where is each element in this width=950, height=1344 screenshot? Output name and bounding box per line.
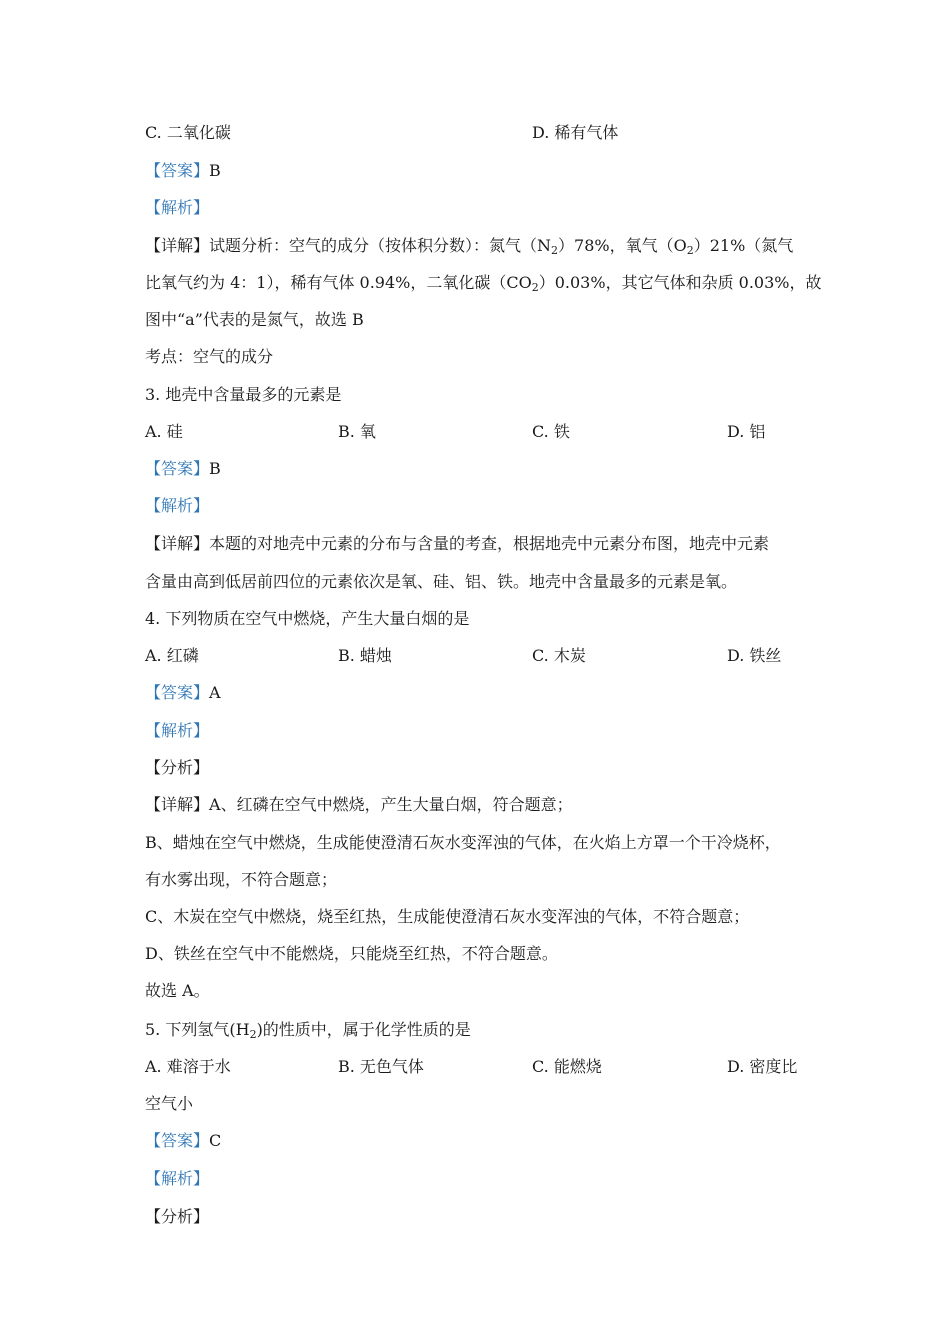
- q2-option-d: D. 稀有气体: [532, 123, 619, 142]
- q2-key-point: 考点：空气的成分: [145, 347, 274, 366]
- q5-option-d: D. 密度比: [727, 1057, 798, 1076]
- q4-option-b: B. 蜡烛: [338, 646, 392, 665]
- answer-value: B: [209, 161, 221, 180]
- q3-analysis-tag: 【解析】: [145, 496, 210, 515]
- q2-analysis-tag: 【解析】: [145, 198, 210, 217]
- q3-option-d: D. 铝: [727, 422, 766, 441]
- q5-fenxi-tag: 【分析】: [145, 1207, 210, 1226]
- q4-option-d: D. 铁丝: [727, 646, 782, 665]
- q3-stem: 3. 地壳中含量最多的元素是: [145, 385, 342, 404]
- q5-analysis-tag: 【解析】: [145, 1169, 210, 1188]
- subscript: 2: [249, 1028, 257, 1041]
- q5-option-a: A. 难溶于水: [145, 1057, 231, 1076]
- q3-option-c: C. 铁: [532, 422, 570, 441]
- answer-value: C: [209, 1131, 222, 1150]
- detail-tag: 【详解】: [145, 534, 210, 553]
- q4-answer: [145, 683, 221, 703]
- detail-text: ）0.03%，其它气体和杂质 0.03%，故: [538, 273, 822, 292]
- detail-text: A、红磷在空气中燃烧，产生大量白烟，符合题意；: [209, 795, 573, 814]
- q2-detail-line-1: [145, 236, 793, 261]
- answer-value: B: [209, 459, 221, 478]
- q4-conclusion: 故选 A。: [145, 981, 210, 1000]
- detail-text: ）78%，氧气（O: [558, 236, 687, 255]
- subscript: 2: [551, 244, 559, 257]
- stem-text: 5. 下列氢气(H: [145, 1020, 250, 1039]
- q4-option-a: A. 红磷: [145, 646, 199, 665]
- q2-detail-line-3: 图中“a”代表的是氮气，故选 B: [145, 310, 364, 329]
- q3-detail-line-1: [145, 534, 769, 554]
- subscript: 2: [686, 244, 694, 257]
- q5-stem: [145, 1020, 471, 1045]
- detail-text: ）21%（氮气: [693, 236, 794, 255]
- answer-tag: 【答案】: [145, 683, 210, 702]
- q2-option-c: C. 二氧化碳: [145, 123, 231, 142]
- q4-detail-a: [145, 795, 573, 815]
- detail-text: 试题分析：空气的成分（按体积分数）：氮气（N: [209, 236, 552, 255]
- q5-answer: [145, 1131, 221, 1151]
- q4-detail-c: C、木炭在空气中燃烧，烧至红热，生成能使澄清石灰水变浑浊的气体，不符合题意；: [145, 907, 750, 926]
- q3-detail-line-2: 含量由高到低居前四位的元素依次是氧、硅、铝、铁。地壳中含量最多的元素是氧。: [145, 572, 738, 591]
- detail-text: 比氧气约为 4：1），稀有气体 0.94%，二氧化碳（CO: [145, 273, 532, 292]
- q4-detail-d: D、铁丝在空气中不能燃烧，只能烧至红热，不符合题意。: [145, 944, 558, 963]
- q5-option-c: C. 能燃烧: [532, 1057, 602, 1076]
- answer-value: A: [209, 683, 221, 702]
- answer-tag: 【答案】: [145, 161, 210, 180]
- q3-answer: [145, 459, 221, 479]
- q5-option-d-continued: 空气小: [145, 1094, 194, 1113]
- q5-option-b: B. 无色气体: [338, 1057, 424, 1076]
- q4-detail-b-line-1: B、蜡烛在空气中燃烧，生成能使澄清石灰水变浑浊的气体，在火焰上方罩一个干冷烧杯，: [145, 833, 781, 852]
- q4-option-c: C. 木炭: [532, 646, 586, 665]
- q4-analysis-tag: 【解析】: [145, 721, 210, 740]
- q3-option-a: A. 硅: [145, 422, 183, 441]
- detail-tag: 【详解】: [145, 236, 210, 255]
- q4-stem: 4. 下列物质在空气中燃烧，产生大量白烟的是: [145, 609, 470, 628]
- answer-tag: 【答案】: [145, 1131, 210, 1150]
- q4-fenxi-tag: 【分析】: [145, 758, 210, 777]
- q3-option-b: B. 氧: [338, 422, 376, 441]
- answer-tag: 【答案】: [145, 459, 210, 478]
- q4-detail-b-line-2: 有水雾出现，不符合题意；: [145, 870, 338, 889]
- subscript: 2: [531, 281, 539, 294]
- detail-text: 本题的对地壳中元素的分布与含量的考查，根据地壳中元素分布图，地壳中元素: [209, 534, 770, 553]
- stem-text: )的性质中，属于化学性质的是: [256, 1020, 471, 1039]
- q2-answer: [145, 161, 221, 181]
- detail-tag: 【详解】: [145, 795, 210, 814]
- q2-detail-line-2: [145, 273, 821, 298]
